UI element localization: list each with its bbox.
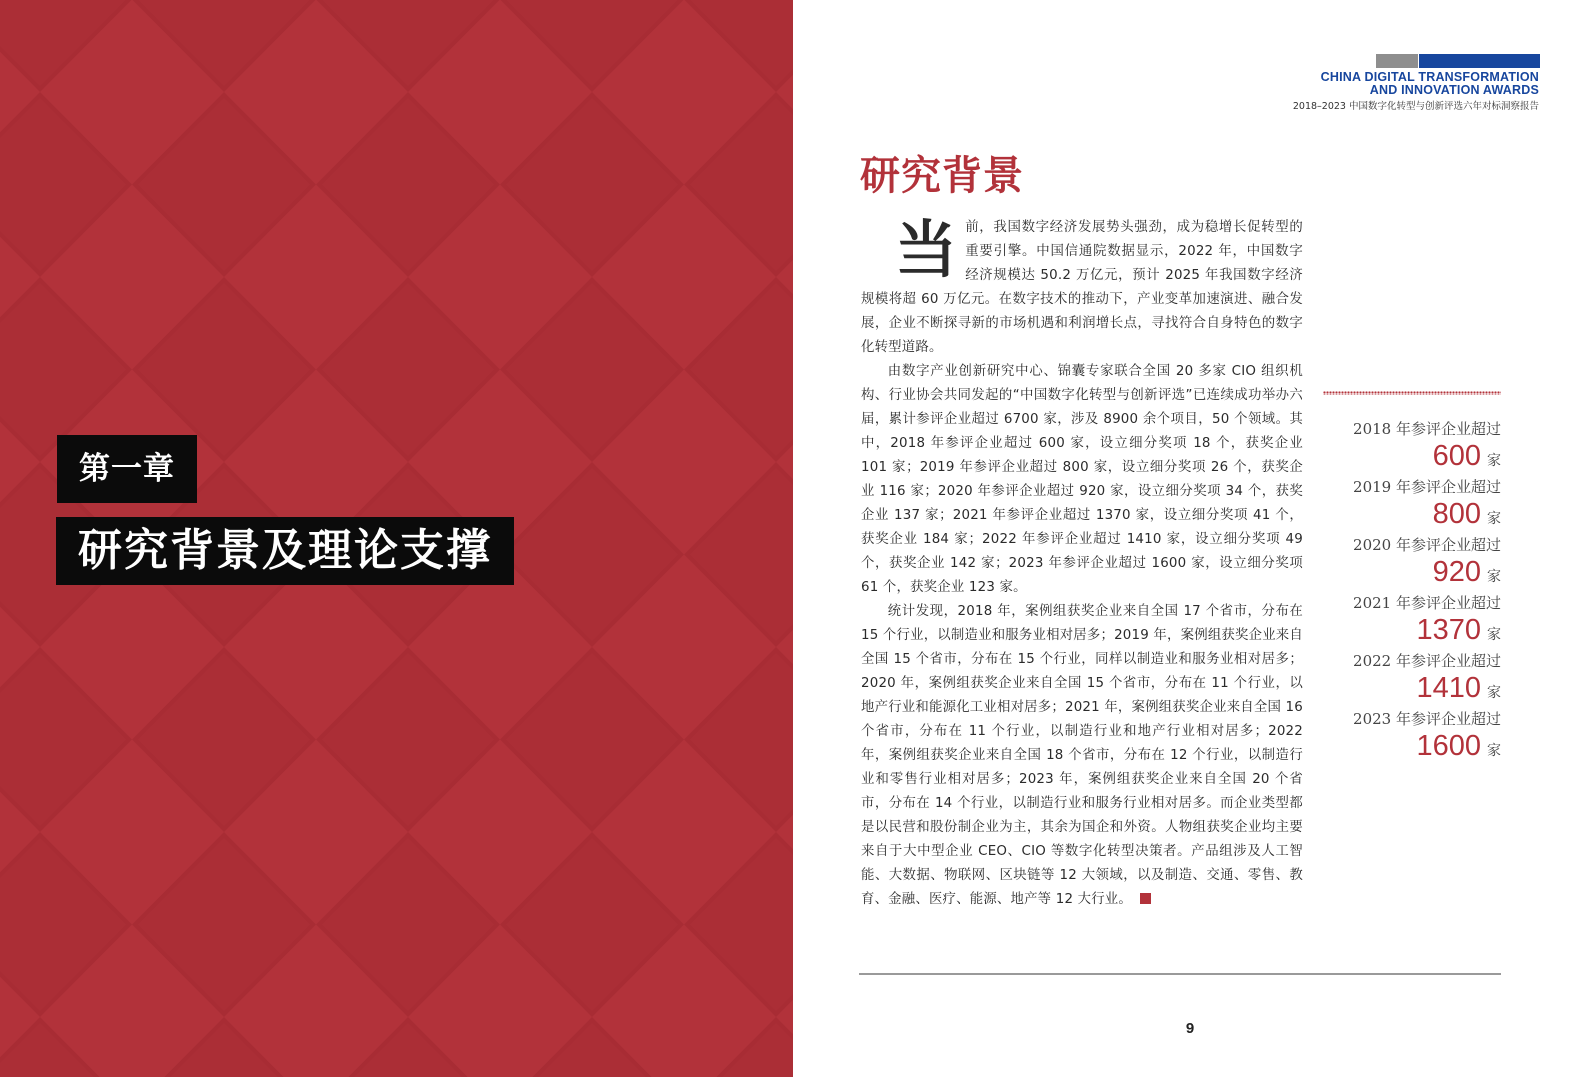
stat-label: 2019 年参评企业超过 <box>1353 478 1501 496</box>
content-page <box>793 0 1587 1077</box>
paragraph-2: 由数字产业创新研究中心、锦囊专家联合全国 20 多家 CIO 组织机构、行业协会共同发起的“中国数字化转型与创新评选”已连续成功举办六届，累计参评企业超过 6700 家，涉及 8900 余个项目，50 个领域。其中，2018 年参评企业超过 600 家，设立细分奖项 18 个，获奖企业 101 家；2019 年参评企业超过 800 家，设立细分奖项 26 个，获奖企业 116 家；2020 年参评企业超过 920 家，设立细分奖项 34 个，获奖企业 137 家；2021 年参评企业超过 1370 家，设立细分奖项 41 个，获奖企业 184 家；2022 年参评企业超过 1410 家，设立细分奖项 49 个，获奖企业 142 家；2023 年参评企业超过 1600 家，设立细分奖项 61 个，获奖企业 123 家。 <box>861 364 1303 595</box>
stat-label: 2023 年参评企业超过 <box>1353 710 1501 728</box>
stat-value-group <box>1416 672 1501 705</box>
section-title: 研究背景 <box>860 153 1024 199</box>
stat-unit: 家 <box>1487 627 1501 643</box>
stat-number: 800 <box>1432 498 1481 530</box>
stat-label: 2020 年参评企业超过 <box>1353 536 1501 554</box>
stat-number: 920 <box>1432 556 1481 588</box>
header-color-bars <box>1376 54 1540 68</box>
body-text <box>861 213 1303 912</box>
stat-value-group <box>1433 498 1501 531</box>
drop-cap: 当 <box>895 213 958 286</box>
page-number: 9 <box>1185 1020 1195 1037</box>
stat-item <box>1313 418 1501 476</box>
paragraph-3-text: 统计发现，2018 年，案例组获奖企业来自全国 17 个省市，分布在 15 个行业，以制造业和服务业相对居多；2019 年，案例组获奖企业来自全国 15 个省市，分布在 15 个行业，同样以制造业和服务业相对居多；2020 年，案例组获奖企业来自全国 15 个省市，分布在 11 个行业，以地产行业和能源化工业相对居多；2021 年，案例组获奖企业来自全国 16 个省市，分布在 11 个行业，以制造行业和地产行业相对居多；2022 年，案例组获奖企业来自全国 18 个省市，分布在 12 个行业，以制造行业和零售行业相对居多；2023 年，案例组获奖企业来自全国 20 个省市，分布在 14 个行业，以制造行业和服务行业相对居多。而企业类型都是以民营和股份制企业为主，其余为国企和外资。人物组获奖企业均主要来自于大中型企业 CEO、CIO 等数字化转型决策者。产品组涉及人工智能、大数据、物联网、区块链等 12 大领域，以及制造、交通、零售、教育、金融、医疗、能源、地产等 12 大行业。 <box>861 604 1303 907</box>
stat-value-group <box>1433 440 1501 473</box>
stat-item <box>1313 476 1501 534</box>
stat-unit: 家 <box>1487 453 1501 469</box>
header-blue-bar <box>1419 54 1540 68</box>
chapter-label: 第一章 <box>57 435 197 503</box>
stats-sidebar <box>1313 418 1501 766</box>
paragraph-3 <box>861 600 1303 912</box>
footer-rule <box>859 973 1501 975</box>
end-of-article-mark <box>1140 893 1151 904</box>
stat-value-group <box>1416 614 1501 647</box>
paragraph-1 <box>861 213 1303 360</box>
stat-number: 1410 <box>1416 672 1481 704</box>
stat-value-group <box>1433 556 1501 589</box>
stat-item <box>1313 650 1501 708</box>
report-subtitle: 2018–2023 中国数字化转型与创新评选六年对标洞察报告 <box>1292 101 1539 112</box>
stat-label: 2018 年参评企业超过 <box>1353 420 1501 438</box>
stat-number: 1600 <box>1416 730 1481 762</box>
stat-unit: 家 <box>1487 743 1501 759</box>
stat-label: 2022 年参评企业超过 <box>1353 652 1501 670</box>
stat-unit: 家 <box>1487 685 1501 701</box>
stat-unit: 家 <box>1487 511 1501 527</box>
stat-number: 1370 <box>1416 614 1481 646</box>
brand-logo-text <box>1321 71 1539 97</box>
stat-item <box>1313 708 1501 766</box>
header-gray-bar <box>1376 54 1418 68</box>
chapter-cover-panel <box>0 0 793 1077</box>
stats-dotted-rule <box>1323 391 1501 395</box>
stat-item <box>1313 534 1501 592</box>
paragraph-1-text: 前，我国数字经济发展势头强劲，成为稳增长促转型的重要引擎。中国信通院数据显示，2022 年，中国数字经济规模达 50.2 万亿元，预计 2025 年我国数字经济规模将超 60 万亿元。在数字技术的推动下，产业变革加速演进、融合发展，企业不断探寻新的市场机遇和利润增长点，寻找符合自身特色的数字化转型道路。 <box>861 220 1303 355</box>
stat-label: 2021 年参评企业超过 <box>1353 594 1501 612</box>
stat-item <box>1313 592 1501 650</box>
brand-line-2: AND INNOVATION AWARDS <box>1369 83 1539 97</box>
stat-unit: 家 <box>1487 569 1501 585</box>
stat-number: 600 <box>1432 440 1481 472</box>
brand-line-1: CHINA DIGITAL TRANSFORMATION <box>1320 70 1539 84</box>
stat-value-group <box>1416 730 1501 763</box>
chapter-title: 研究背景及理论支撑 <box>56 517 514 585</box>
